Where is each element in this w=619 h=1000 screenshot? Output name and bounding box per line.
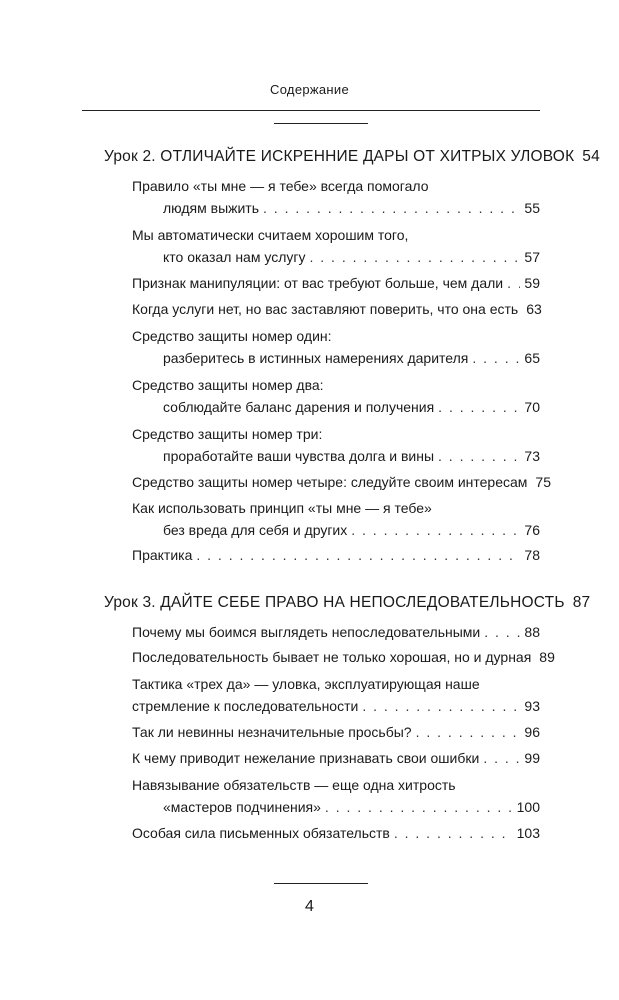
page-ref: 55 bbox=[524, 200, 540, 216]
leader-dots bbox=[438, 448, 520, 464]
page-ref: 100 bbox=[516, 799, 540, 815]
toc-entry[interactable] bbox=[132, 474, 551, 490]
leader-dots bbox=[394, 825, 513, 841]
entry-title: Последовательность бывает не только хорошая, но и дурная bbox=[132, 649, 532, 665]
toc-entry[interactable] bbox=[163, 448, 540, 464]
toc-entry[interactable] bbox=[132, 649, 555, 665]
toc-entry-line1[interactable]: Мы автоматически считаем хорошим того, bbox=[132, 227, 409, 243]
running-header: Содержание bbox=[270, 82, 349, 97]
page-ref: 75 bbox=[535, 474, 551, 490]
footer-rule bbox=[274, 883, 368, 884]
toc-entry[interactable] bbox=[132, 698, 540, 714]
toc-entry[interactable] bbox=[163, 799, 540, 815]
page-ref: 70 bbox=[524, 399, 540, 415]
toc-entry-line1[interactable]: Средство защиты номер один: bbox=[132, 328, 332, 344]
page-ref: 54 bbox=[582, 148, 600, 165]
toc-entry[interactable] bbox=[163, 350, 540, 366]
toc-entry-line1[interactable]: Средство защиты номер два: bbox=[132, 377, 324, 393]
toc-entry[interactable] bbox=[163, 399, 540, 415]
entry-title: Практика bbox=[132, 547, 193, 563]
leader-dots bbox=[325, 799, 513, 815]
lesson-title: Урок 3. ДАЙТЕ СЕБЕ ПРАВО НА НЕПОСЛЕДОВАТЕЛЬНОСТЬ bbox=[104, 594, 565, 611]
entry-title: кто оказал нам услугу bbox=[163, 249, 306, 265]
toc-entry-line1[interactable]: Как использовать принцип «ты мне — я тебе» bbox=[132, 500, 432, 516]
lesson-title: Урок 2. ОТЛИЧАЙТЕ ИСКРЕННИЕ ДАРЫ ОТ ХИТРЫХ УЛОВОК bbox=[104, 148, 575, 165]
entry-title: К чему приводит нежелание признавать свои ошибки bbox=[132, 750, 480, 766]
page-ref: 99 bbox=[524, 750, 540, 766]
entry-title: Так ли невинны незначительные просьбы? bbox=[132, 724, 412, 740]
leader-dots bbox=[438, 399, 520, 415]
page-ref: 73 bbox=[524, 448, 540, 464]
toc-entry[interactable] bbox=[132, 724, 540, 740]
entry-title: разберитесь в истинных намерениях дарителя bbox=[163, 350, 469, 366]
entry-title: Когда услуги нет, но вас заставляют поверить, что она есть bbox=[132, 301, 519, 317]
toc-entry-line1[interactable]: Навязывание обязательств — еще одна хитрость bbox=[132, 777, 456, 793]
page-ref: 93 bbox=[524, 698, 540, 714]
entry-title: соблюдайте баланс дарения и получения bbox=[163, 399, 435, 415]
toc-entry-line1[interactable]: Средство защиты номер три: bbox=[132, 426, 323, 442]
entry-title: стремление к последовательности bbox=[132, 698, 359, 714]
lesson-3-heading[interactable] bbox=[104, 594, 591, 612]
toc-entry[interactable] bbox=[163, 522, 540, 538]
page-ref: 65 bbox=[524, 350, 540, 366]
toc-entry[interactable] bbox=[132, 275, 540, 291]
page-ref: 88 bbox=[524, 624, 540, 640]
leader-dots bbox=[263, 200, 520, 216]
lesson-2-heading[interactable] bbox=[104, 148, 600, 166]
header-short-rule bbox=[274, 123, 368, 124]
page-ref: 96 bbox=[524, 724, 540, 740]
page-ref: 87 bbox=[572, 594, 591, 611]
toc-entry[interactable] bbox=[163, 249, 540, 265]
entry-title: проработайте ваши чувства долга и вины bbox=[163, 448, 435, 464]
entry-title: Особая сила письменных обязательств bbox=[132, 825, 390, 841]
toc-entry[interactable] bbox=[163, 200, 540, 216]
page-ref: 59 bbox=[524, 275, 540, 291]
toc-entry-line1[interactable]: Правило «ты мне — я тебе» всегда помогало bbox=[132, 178, 429, 194]
leader-dots bbox=[416, 724, 521, 740]
toc-entry[interactable] bbox=[132, 750, 540, 766]
page-ref: 103 bbox=[516, 825, 540, 841]
page-ref: 57 bbox=[524, 249, 540, 265]
toc-entry-line1[interactable]: Тактика «трех да» — уловка, эксплуатирующая наше bbox=[132, 676, 480, 692]
entry-title: Признак манипуляции: от вас требуют больше, чем дали bbox=[132, 275, 504, 291]
entry-title: Средство защиты номер четыре: следуйте своим интересам bbox=[132, 474, 528, 490]
leader-dots bbox=[351, 522, 520, 538]
page-number: 4 bbox=[305, 898, 314, 915]
entry-title: без вреда для себя и других bbox=[163, 522, 348, 538]
toc-entry[interactable] bbox=[132, 624, 540, 640]
leader-dots bbox=[484, 624, 520, 640]
leader-dots bbox=[507, 275, 520, 291]
entry-title: Почему мы боимся выглядеть непоследовательными bbox=[132, 624, 481, 640]
entry-title: людям выжить bbox=[163, 200, 260, 216]
page-ref: 76 bbox=[524, 522, 540, 538]
page-ref: 63 bbox=[526, 301, 542, 317]
leader-dots bbox=[196, 547, 520, 563]
toc-entry[interactable] bbox=[132, 825, 540, 841]
entry-title: «мастеров подчинения» bbox=[163, 799, 321, 815]
toc-entry[interactable] bbox=[132, 547, 540, 563]
leader-dots bbox=[309, 249, 520, 265]
page-ref: 78 bbox=[524, 547, 540, 563]
leader-dots bbox=[362, 698, 520, 714]
leader-dots bbox=[472, 350, 520, 366]
header-rule bbox=[82, 110, 540, 111]
leader-dots bbox=[483, 750, 520, 766]
page-ref: 89 bbox=[539, 649, 555, 665]
toc-entry[interactable] bbox=[132, 301, 540, 317]
